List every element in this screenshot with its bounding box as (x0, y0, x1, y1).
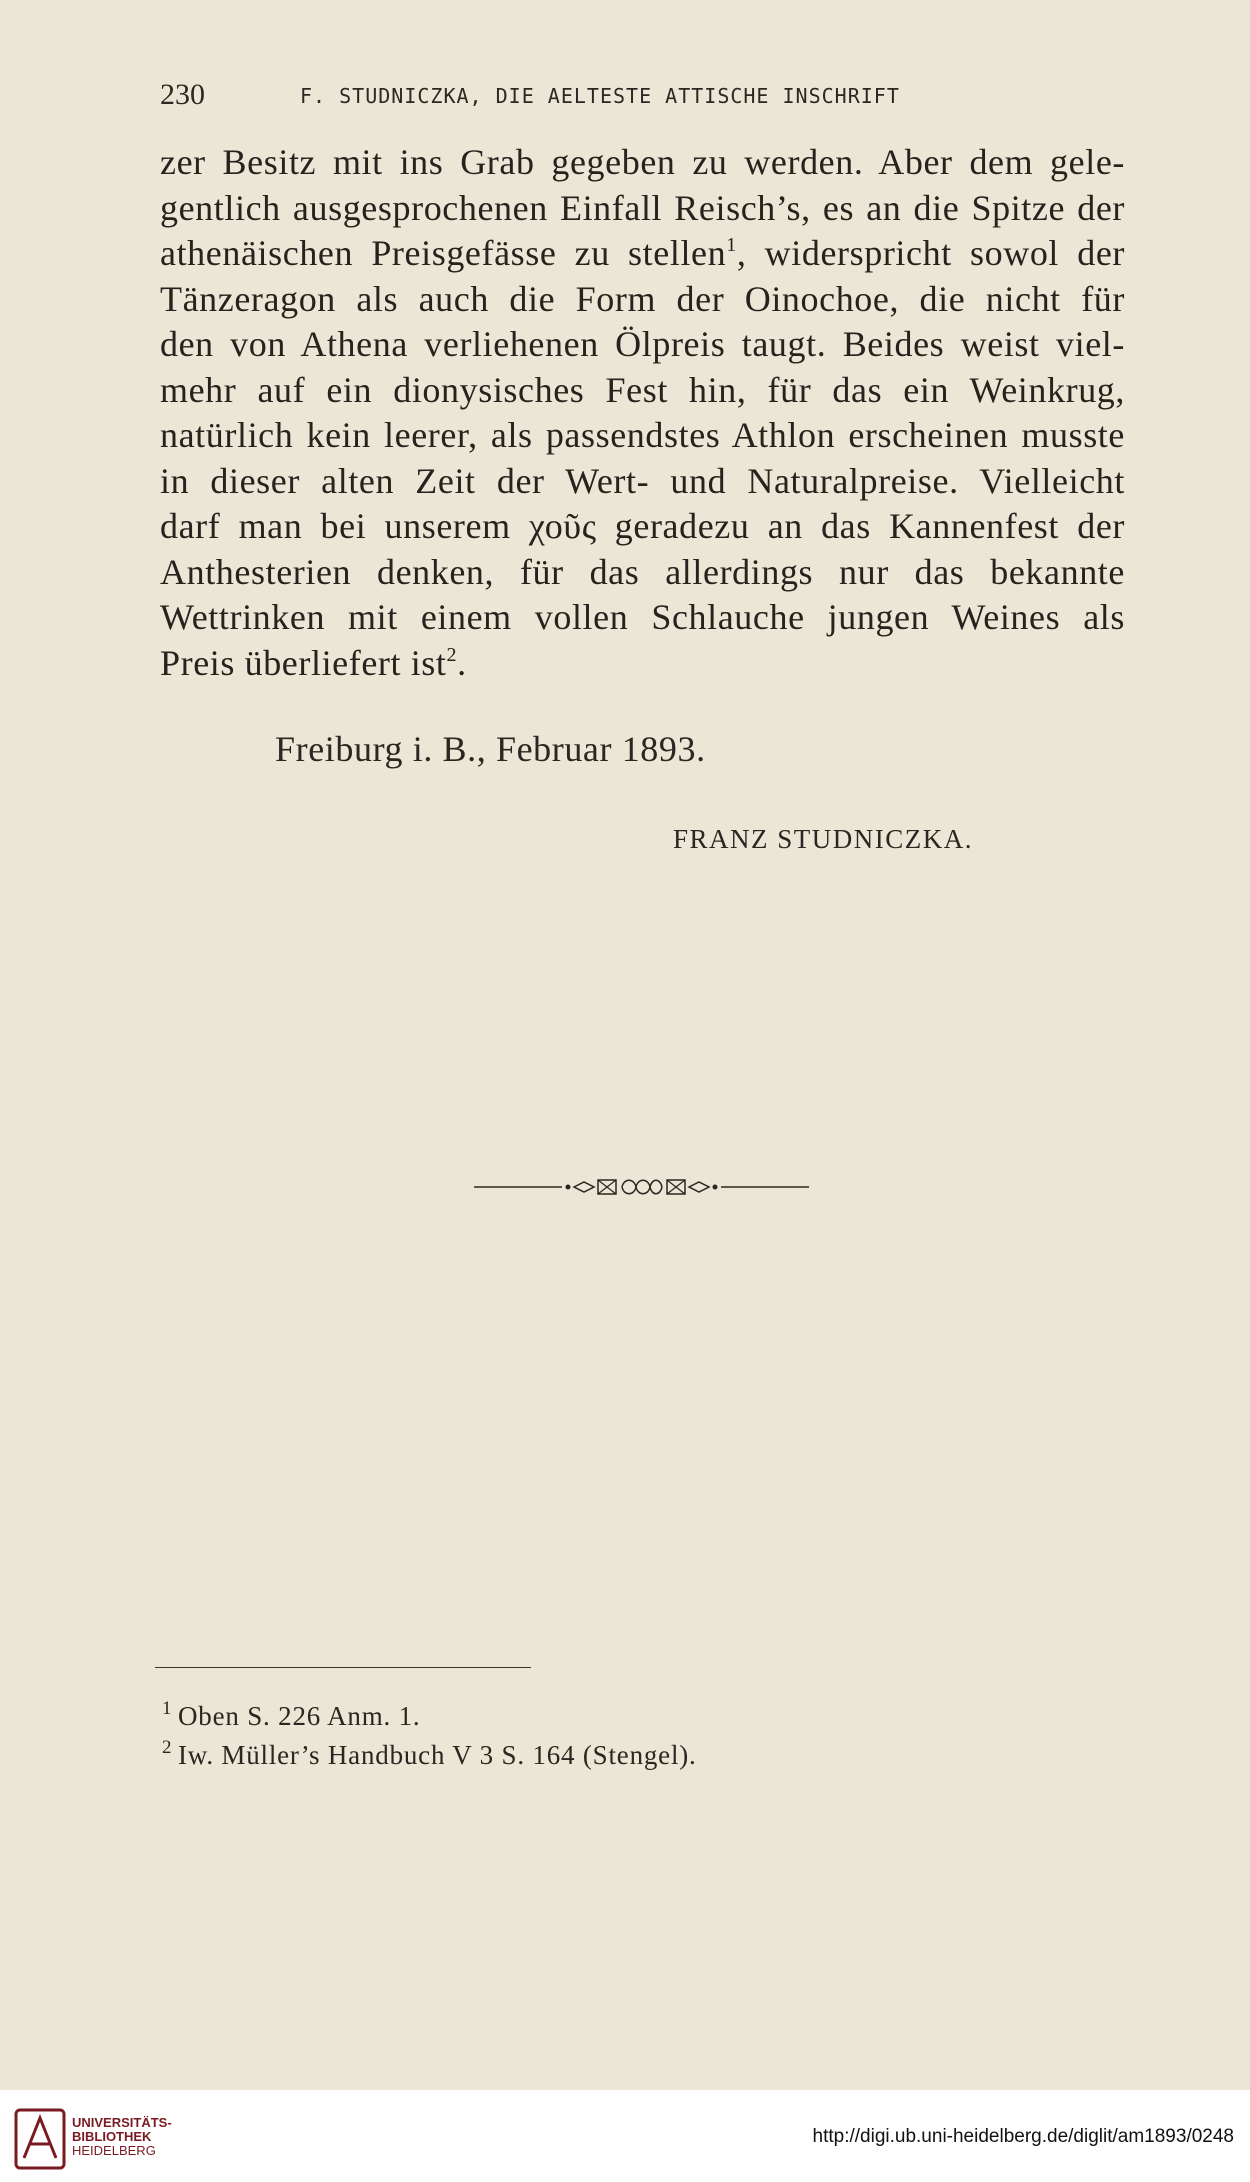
footnote-mark: 1 (162, 1698, 173, 1719)
footnote-rule (155, 1667, 531, 1668)
author-signature: FRANZ STUDNICZKA. (673, 824, 974, 854)
text-line: Preis überliefert ist$^2$. (160, 642, 467, 683)
text-line: Wettrinken mit einem vollen Schlauche jungen Weines als (160, 597, 1125, 637)
footnote-1 (162, 1697, 697, 1736)
text-line: mehr auf ein dionysisches Fest hin, für das ein Weinkrug, (160, 369, 1125, 410)
footnotes (162, 1697, 697, 1775)
library-footer (0, 2090, 1250, 2182)
dateline: Freiburg i. B., Februar 1893. (275, 729, 706, 769)
institution-name: UNIVERSITÄTS- BIBLIOTHEK HEIDELBERG (72, 2115, 172, 2158)
text-line: den von Athena verliehenen Ölpreis taugt. Beides weist viel- (160, 324, 1125, 364)
running-title: F. STUDNICZKA, DIE AELTESTE ATTISCHE INSCHRIFT (300, 84, 900, 108)
body-paragraph (160, 140, 1125, 686)
page-header (160, 78, 1000, 118)
page-number: 230 (160, 78, 205, 111)
text-line: zer Besitz mit ins Grab gegeben zu werden. Aber dem gele- (160, 142, 1125, 182)
university-seal-icon (14, 2108, 66, 2170)
footnote-text: Iw. Müller’s Handbuch V 3 S. 164 (Stengel). (178, 1740, 697, 1770)
text-line: natürlich kein leerer, als passendstes Athlon erscheinen musste (160, 415, 1125, 455)
text-line: in dieser alten Zeit der Wert- und Naturalpreise. Vielleicht (160, 460, 1125, 501)
ornament-divider-icon (474, 1175, 809, 1199)
text-line: darf man bei unserem χοῦς geradezu an das Kannenfest der (160, 506, 1125, 546)
text-line: Anthesterien denken, für das allerdings nur das bekannte (160, 551, 1125, 592)
source-url-link[interactable]: http://digi.ub.uni-heidelberg.de/diglit/am1893/0248 (812, 2126, 1234, 2147)
footnote-2 (162, 1736, 697, 1775)
footnote-ref-2[interactable]: 2 (446, 643, 458, 666)
footnote-text: Oben S. 226 Anm. 1. (178, 1701, 421, 1731)
footnote-ref-1[interactable]: 1 (726, 234, 737, 256)
text-line: gentlich ausgesprochenen Einfall Reisch’s, es an die Spitze der (160, 187, 1125, 228)
text-line: athenäischen Preisgefässe zu stellen$^1$, widerspricht sowol der (160, 233, 1125, 273)
text-line: Tänzeragon als auch die Form der Oinochoe, die nicht für (160, 278, 1125, 319)
footnote-mark: 2 (162, 1737, 173, 1758)
